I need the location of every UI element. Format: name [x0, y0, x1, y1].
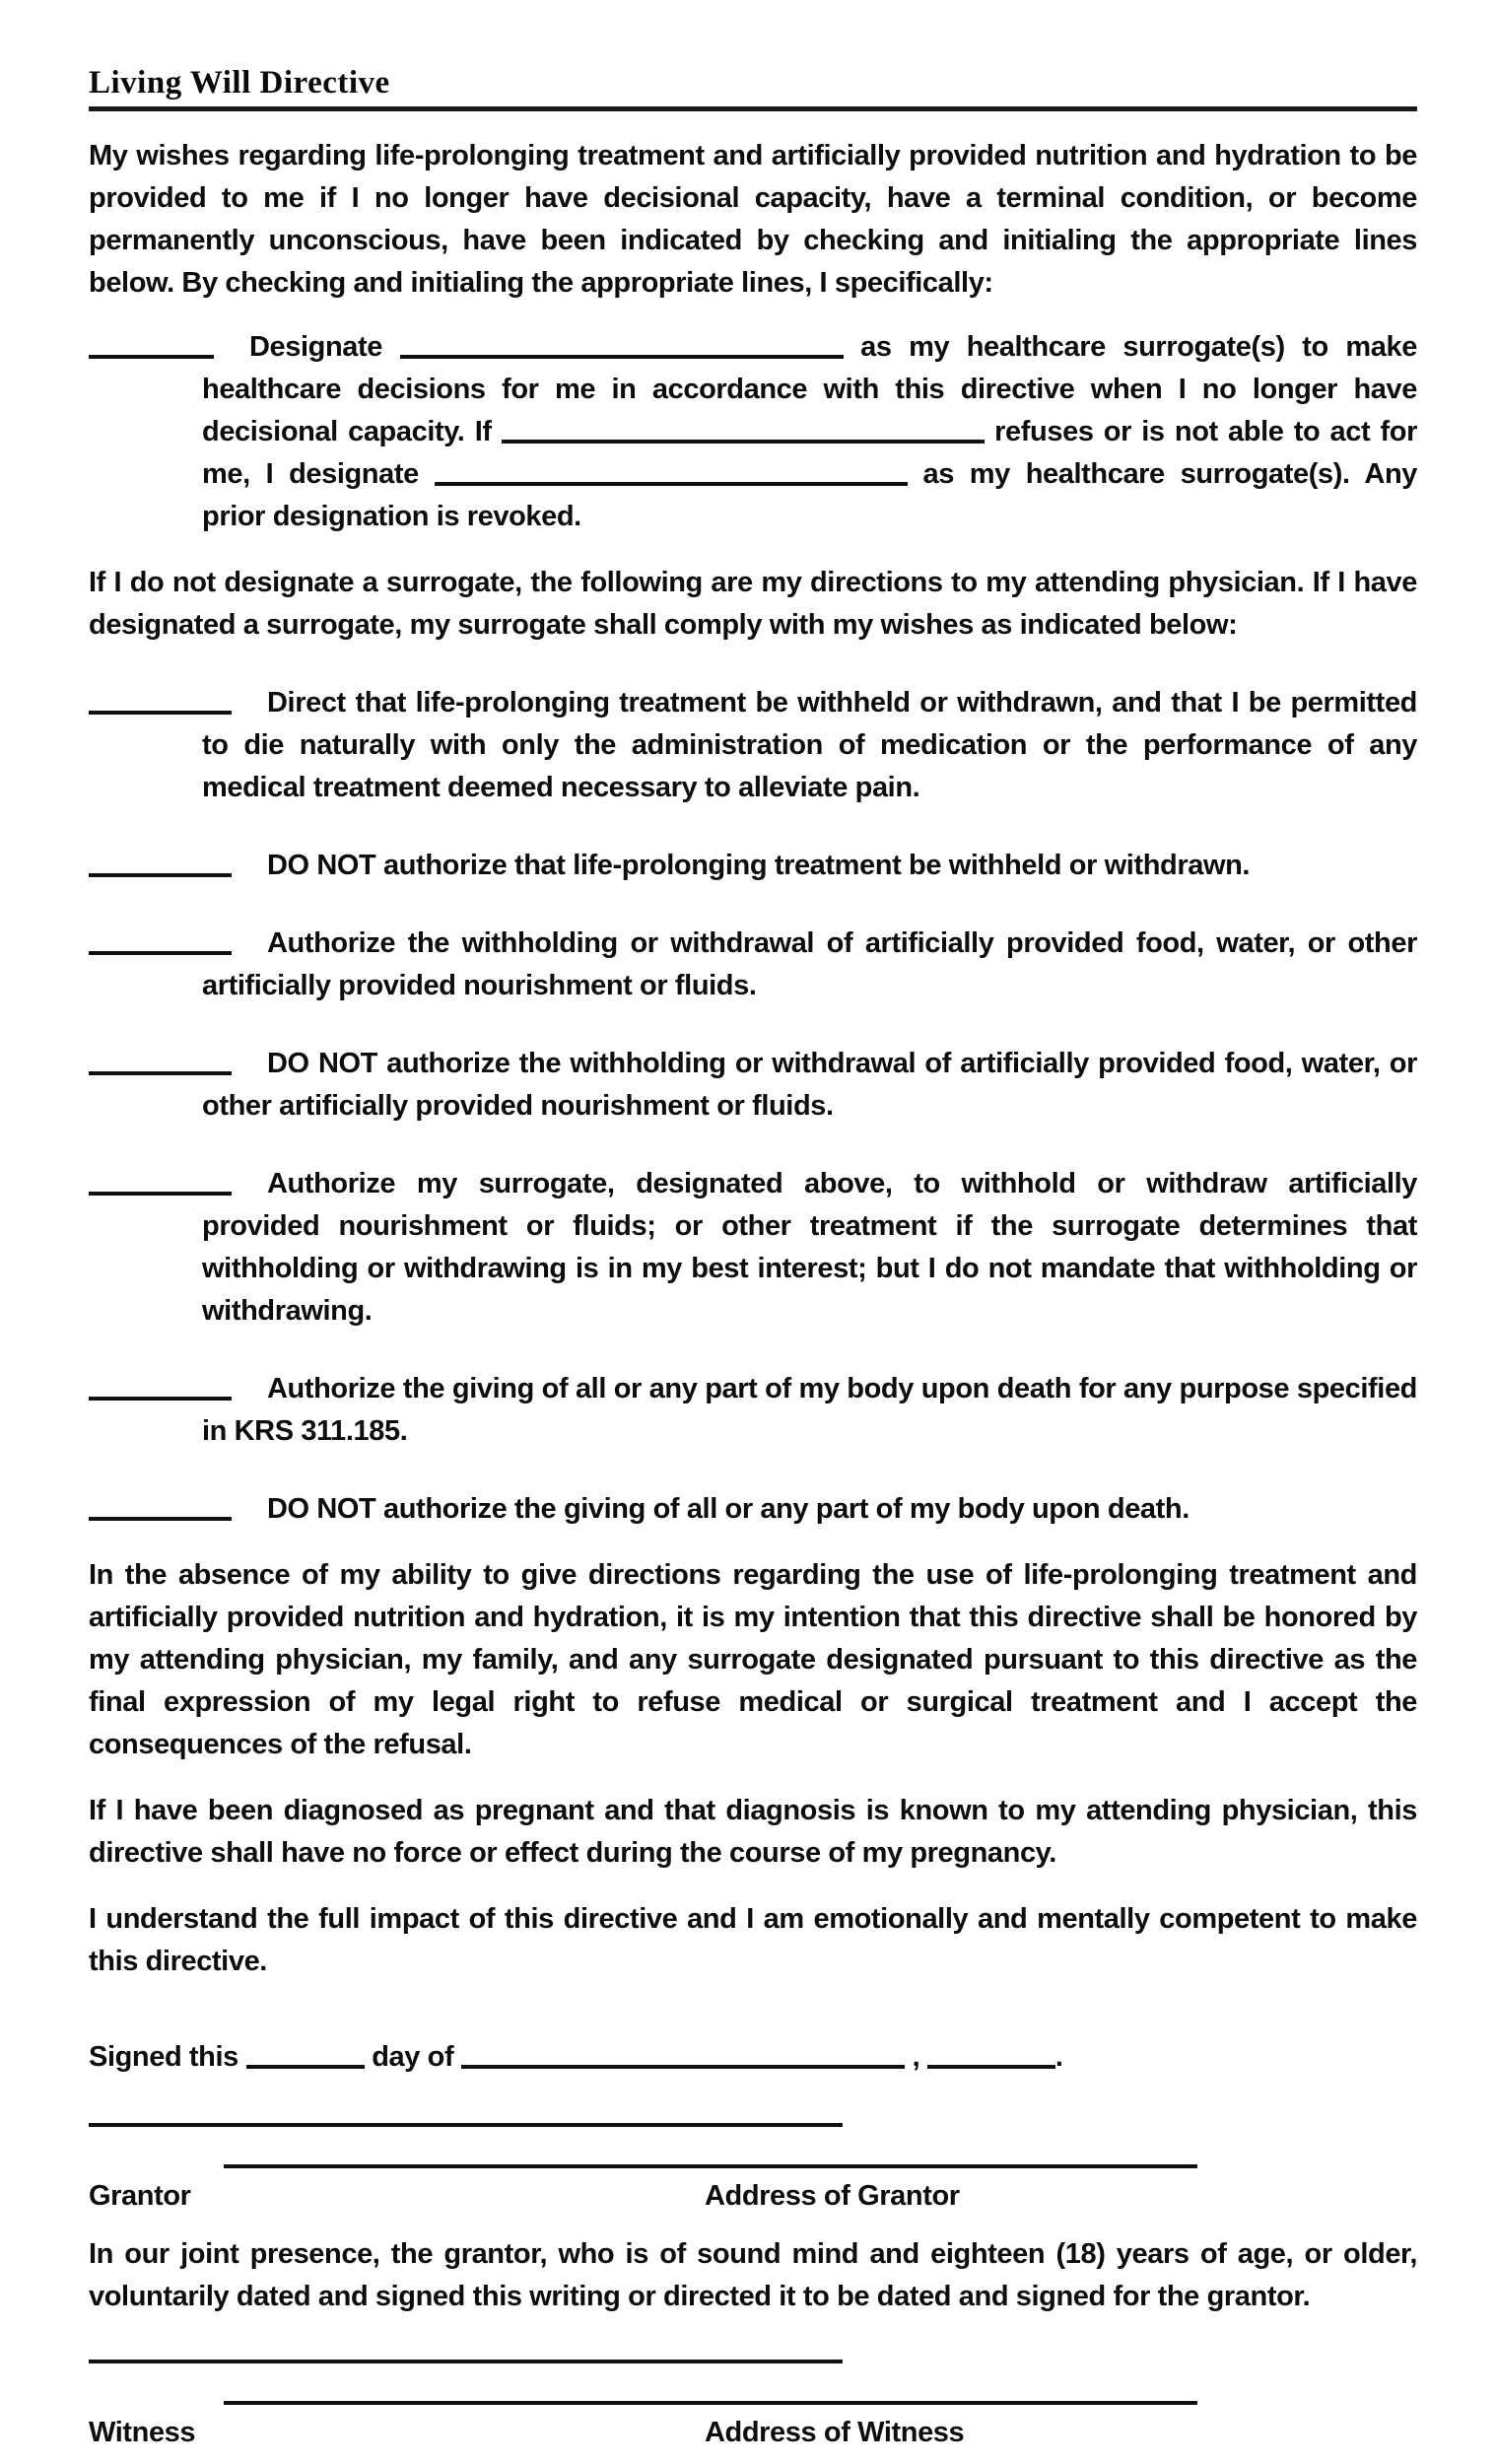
- witness-signature-line[interactable]: [89, 2360, 843, 2363]
- directive-item-do-not-authorize-body-donation: DO NOT authorize the giving of all or any part of my body upon death.: [89, 1488, 1417, 1531]
- surrogate-name-blank[interactable]: [400, 353, 844, 359]
- directive-item-authorize-surrogate-withdraw: Authorize my surrogate, designated above, to withhold or withdraw artificially provided nourishment or fluids; or other treatment if the surrogate determines that withholding or withdrawing is in my best interest; but I do not mandate that withholding or withdrawing.: [89, 1163, 1417, 1333]
- initials-blank[interactable]: [89, 949, 232, 955]
- pregnancy-paragraph: If I have been diagnosed as pregnant and that diagnosis is known to my attending physician, this directive shall have no force or effect during the course of my pregnancy.: [89, 1795, 1417, 1869]
- day-blank[interactable]: [246, 2063, 365, 2069]
- directive-item-designate-surrogate: Designate as my healthcare surrogate(s) to make healthcare decisions for me in accordance with this directive when I no longer have decisional capacity. If refuses or is not able to act for me, I designate as my healthcare surrogate(s). Any prior designation is revoked.: [89, 326, 1417, 538]
- initials-blank[interactable]: [89, 1069, 232, 1075]
- initials-blank[interactable]: [89, 709, 232, 715]
- intro-paragraph: My wishes regarding life-prolonging treatment and artificially provided nutrition and hydration to be provided to me if I no longer have decisional capacity, have a terminal condition, or become permanently unconscious, have been indicated by checking and initialing the appropriate lines below. By checking and initialing the appropriate lines, I specifically:: [89, 140, 1417, 299]
- directive-item-authorize-body-donation: Authorize the giving of all or any part of my body upon death for any purpose specified in KRS 311.185.: [89, 1368, 1417, 1453]
- joint-presence-paragraph: In our joint presence, the grantor, who is of sound mind and eighteen (18) years of age, or older, voluntarily dated and signed this writing or directed it to be dated and signed for the grantor.: [89, 2238, 1417, 2312]
- grantor-label-row: [89, 2176, 1417, 2216]
- signed-date-line: Signed this day of , .: [89, 2041, 1063, 2073]
- initials-blank[interactable]: [89, 1395, 232, 1401]
- absence-paragraph: In the absence of my ability to give directions regarding the use of life-prolonging treatment and artificially provided nutrition and hydration, it is my intention that this directive shall be honored by my attending physician, my family, and any surrogate designated pursuant to this directive as the final expression of my legal right to refuse medical or surgical treatment and I accept the consequences of the refusal.: [89, 1559, 1417, 1760]
- directive-item-do-not-authorize-withdrawal-nourishment: DO NOT authorize the withholding or withdrawal of artificially provided food, water, or other artificially provided nourishment or fluids.: [89, 1043, 1417, 1128]
- witness-label: Witness: [89, 2417, 196, 2448]
- initials-blank[interactable]: [89, 1190, 232, 1196]
- directive-item-direct-withhold: Direct that life-prolonging treatment be withheld or withdrawn, and that I be permitted to die naturally with only the administration of medication or the performance of any medical treatment deemed necessary to alleviate pain.: [89, 682, 1417, 809]
- directive-item-authorize-withdrawal-nourishment: Authorize the withholding or withdrawal of artificially provided food, water, or other artificially provided nourishment or fluids.: [89, 923, 1417, 1007]
- no-surrogate-paragraph: If I do not designate a surrogate, the following are my directions to my attending physician. If I have designated a surrogate, my surrogate shall comply with my wishes as indicated below:: [89, 567, 1417, 641]
- surrogate-refusal-name-blank[interactable]: [502, 438, 985, 444]
- witness-address-label: Address of Witness: [705, 2417, 965, 2448]
- document-title: Living Will Directive: [89, 65, 390, 101]
- year-blank[interactable]: [927, 2063, 1055, 2069]
- grantor-label: Grantor: [89, 2180, 191, 2212]
- initials-blank[interactable]: [89, 871, 232, 877]
- initials-blank[interactable]: [89, 353, 214, 359]
- witness-address-line[interactable]: [224, 2401, 1197, 2405]
- grantor-signature-line[interactable]: [89, 2123, 843, 2127]
- alternate-surrogate-name-blank[interactable]: [435, 480, 908, 486]
- grantor-address-line[interactable]: [224, 2164, 1197, 2168]
- witness-label-row: [89, 2413, 1417, 2452]
- initials-blank[interactable]: [89, 1515, 232, 1521]
- month-blank[interactable]: [461, 2063, 905, 2069]
- title-underline: [89, 65, 1417, 111]
- grantor-address-label: Address of Grantor: [705, 2180, 960, 2212]
- competence-paragraph: I understand the full impact of this directive and I am emotionally and mentally competent to make this directive.: [89, 1903, 1417, 1977]
- directive-item-do-not-authorize-withhold: DO NOT authorize that life-prolonging treatment be withheld or withdrawn.: [89, 845, 1417, 887]
